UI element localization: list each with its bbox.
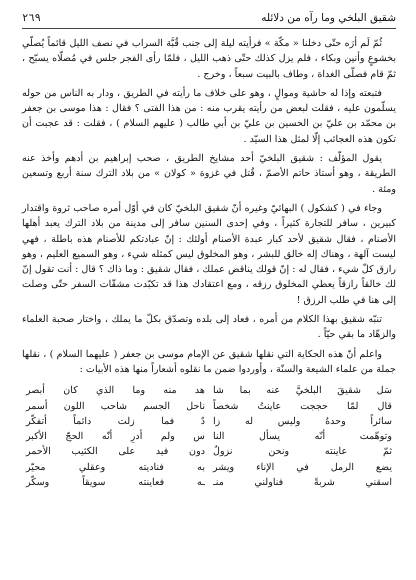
verse-line (22, 414, 396, 429)
verse-first-half: اسقني شربةً فناولني منـ (213, 477, 392, 489)
verse-second-half: دون فيد على الكثيب الأحمر (26, 446, 205, 458)
verse-first-half: ثمّ عاينته ونحن نزولٌ (213, 446, 392, 458)
page-number: ٢٦٩ (22, 12, 41, 24)
verse-first-half: قال لمّا حججت عاينتُ شخصاً (213, 400, 392, 412)
paragraph-6: واعلم أنّ هذه الحكاية التي نقلها شقيق عن الإمام موسى بن جعفر ( عليهما السلام ) ، نقلها جملة من علماء الشيعة والسنّة ، وأوردوا ضمن ما نقلوه أشعاراً منها هذه الأبيات : (22, 348, 396, 375)
paragraph-4: وجاء في ( كشكول ) البهائيّ وغيره أنّ شقيق البلخيّ كان في أوّل أمره صاحب ثروة واقتدار كبيرين ، سافر للتجارة كثيراً ، وفي إحدى السنين سافر إلى مدينة من بلاد الترك يعبد أهلها الأصنام ، فقال شقيق لأحد كبار عبدة الأصنام أولئك : إنّ عبادتكم للأصنام هذه باطلة ، فهي ليست آلهة ، وهناك إله خالق للبشر ، وهو المخلوق ليس كمثله شيء ، وهو السميع العليم ، وهو رازق كلّ شيء ، فقال له : إنّ قولك يناقض عملك ، فقال شقيق : وما ذاك ؟ قال : أنت تقول إنّ لك خالقاً رازقاً يعطي المخلوق رزقه ، ومع اعتقادك هذا قد تكبّدت مشقّات السفر حتّى وصلت إلى هنا في طلب الرزق ! (22, 202, 396, 306)
verse-second-half: به فناديته وعقلي محيّر (26, 461, 205, 473)
page-body (22, 36, 396, 490)
verse-line (22, 383, 396, 398)
verse-line (22, 460, 396, 475)
verse-first-half: يضع الرمل في الإناء ويشر (213, 461, 392, 473)
verse-first-half: وتوهّمت أنّه يسأل النا (213, 431, 392, 443)
paragraph-1: ثُمّ لَم أرَه حتّى دخلنا « مكّة » فرأيته ليلة إلى جنب قُبَّة السراب في نصف الليل قائماً يُصلّي بخشوعٍ وأنين وبكاء ، فلم يزل كذلك حتّى ذهب الليل ، فلمّا رأى الفجر جلس في مُصلّاه يسبّح ، ثمّ قام فصلّى الغداة ، وطاف بالبيت سبعاً ، وخرج . (22, 38, 396, 80)
poem-verses (22, 383, 396, 490)
paragraph-3: يقول المؤلّف : شقيق البلخيّ أحد مشايخ الطريق ، صحب إبراهيم بن أدهم وأخذ عنه الطريقة ، وهو أستاذ حاتم الأصمّ ، قُتل في غزوة « كولان » من بلاد الترك سنة أربع وتسعين ومئة . (22, 153, 396, 195)
paragraph-2: فتبعته وإذا له حاشية وموالٍ ، وهو على خلاف ما رأيته في الطريق ، ودار به الناس من حوله يسلّمون عليه ، فقلت لبعض من رأيته يقرب منه : من هذا الفتى ؟ فقال : هذا موسى بن جعفر بن محمّد بن عليّ بن الحسين بن عليّ بن أبي طالب ( عليهم السلام ) ، فقلت : قد عجبت أن تكون هذه العجائب إلّا لمثل هذا السيّد . (22, 87, 396, 145)
verse-first-half: سائراً وحدهُ وليس له زا (213, 415, 392, 427)
paragraph-5: تنبّه شقيق بهذا الكلام من أمره ، فعاد إلى بلده وتصدّق بكلّ ما يملك ، واختار صحبة العلماء والزهّاد ما بقي حيّاً . (22, 314, 396, 341)
verse-second-half: دٌ فما زلت دائماً أتفكّر (26, 415, 205, 427)
verse-line (22, 399, 396, 414)
verse-line (22, 475, 396, 490)
verse-second-half: ناحل الجسم شاحب اللون أسمر (26, 400, 205, 412)
page-header (22, 10, 396, 29)
verse-line (22, 444, 396, 459)
verse-second-half: هد منه وما الذي كان أبصر (26, 385, 205, 397)
running-title: شقيق البلخي وما رآه من دلائله (261, 12, 396, 24)
verse-second-half: س ولم أدرِ أنّه الحجّ الأكبر (26, 431, 205, 443)
verse-second-half: ـه فعاينته سويقاً وسكّر (26, 477, 205, 489)
verse-line (22, 429, 396, 444)
verse-first-half: سَل شقيقَ البلخيَّ عنه بما شا (213, 385, 392, 397)
